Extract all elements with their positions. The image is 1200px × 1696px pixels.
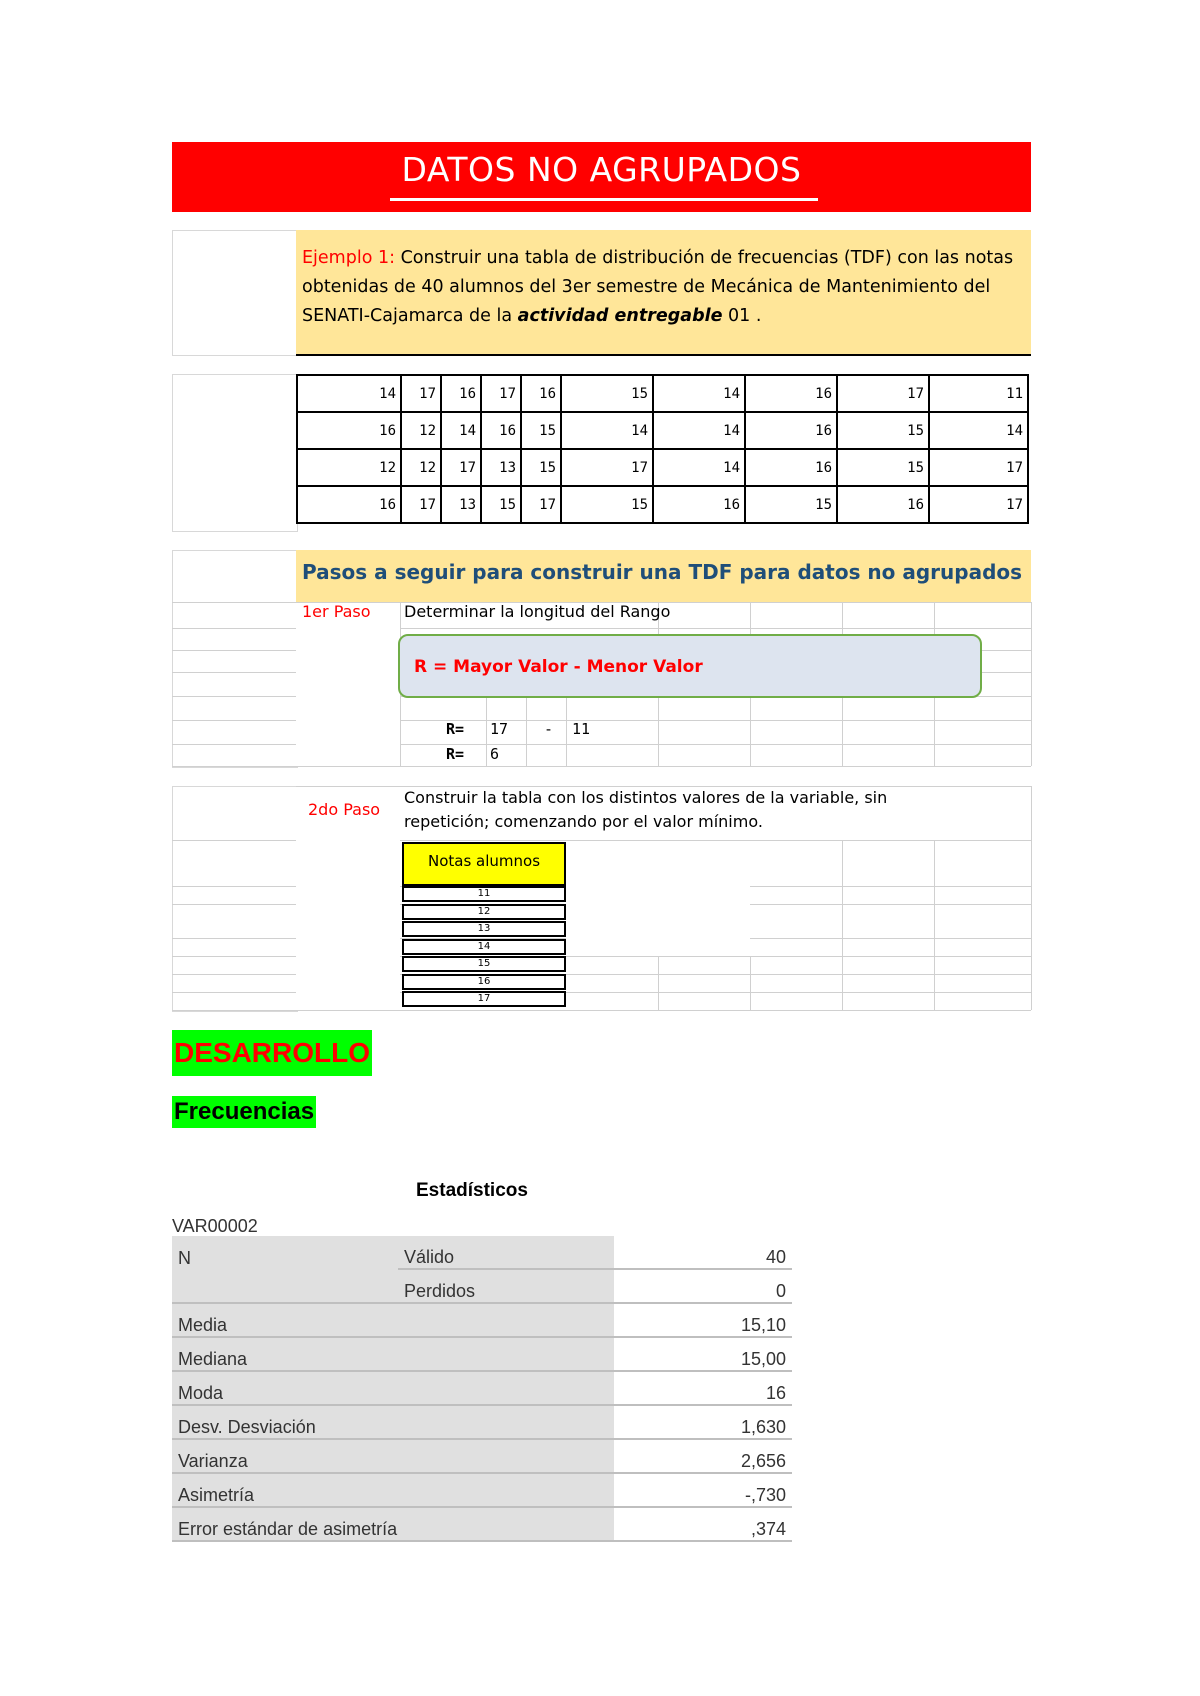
grade-cell: 15 [521,412,561,449]
grade-cell: 16 [837,486,929,523]
grade-cell: 16 [481,412,521,449]
stats-row [172,1337,792,1371]
stats-label: Varianza [172,1439,614,1473]
grade-cell: 12 [297,449,401,486]
example-label: Ejemplo 1: [302,248,396,268]
grid-line [934,840,935,1010]
example-tail: 01 . [722,306,762,326]
grade-cell: 14 [653,449,745,486]
example-emphasis: actividad entregable [517,306,723,326]
grade-cell: 17 [837,375,929,412]
grade-cell: 15 [837,412,929,449]
stats-variable: VAR00002 [172,1216,258,1236]
grade-cell: 11 [929,375,1028,412]
stats-label: Moda [172,1371,614,1405]
grade-cell: 15 [561,375,653,412]
grades-row [297,486,1028,523]
grade-cell: 16 [441,375,481,412]
stats-value: 15,10 [614,1303,792,1337]
stats-label: Error estándar de asimetría [172,1507,614,1541]
step2-label: 2do Paso [308,800,381,819]
grade-cell: 17 [481,375,521,412]
stats-sublabel: Válido [398,1236,614,1269]
grade-cell: 17 [401,486,441,523]
section-heading-frecuencias: Frecuencias [172,1096,316,1128]
grade-cell: 17 [401,375,441,412]
grade-cell: 14 [929,412,1028,449]
grades-row [297,449,1028,486]
grade-cell: 13 [441,486,481,523]
grade-cell: 17 [929,449,1028,486]
stats-label [172,1269,398,1303]
grade-cell: 16 [745,412,837,449]
range-min: 11 [572,720,591,738]
notes-value: 12 [402,904,566,920]
grades-row [297,412,1028,449]
range-result: 6 [490,745,500,763]
step2-label-cell [296,787,400,1010]
step1-label: 1er Paso [302,602,371,621]
notes-header-label: Notas alumnos [427,852,541,870]
stats-value: 2,656 [614,1439,792,1473]
grade-cell: 14 [441,412,481,449]
steps-left-cell [172,550,298,768]
grid-line [1031,786,1032,1010]
stats-label: Media [172,1303,614,1337]
grade-cell: 13 [481,449,521,486]
grade-cell: 14 [653,375,745,412]
steps-title: Pasos a seguir para construir una TDF para datos no agrupados [302,560,1023,584]
data-left-cell [172,374,298,532]
grades-row [297,375,1028,412]
step2-left-cell [172,786,298,1012]
stats-row [172,1507,792,1541]
stats-label: Desv. Desviación [172,1405,614,1439]
stats-sublabel: Perdidos [398,1269,614,1303]
grade-cell: 14 [561,412,653,449]
grade-cell: 15 [481,486,521,523]
notes-value: 15 [402,956,566,972]
stats-table [172,1236,792,1542]
grade-cell: 15 [745,486,837,523]
grid-line [842,840,843,1010]
grade-cell: 16 [297,412,401,449]
stats-label: Asimetría [172,1473,614,1507]
grid-line [566,696,567,766]
grid-line [296,786,1031,787]
grid-line [526,696,527,766]
grade-cell: 14 [297,375,401,412]
stats-title: Estadísticos [416,1180,528,1201]
grade-cell: 15 [561,486,653,523]
grade-cell: 15 [521,449,561,486]
grade-cell: 17 [929,486,1028,523]
range-minus: - [544,720,554,738]
grade-cell: 15 [837,449,929,486]
grade-cell: 16 [521,375,561,412]
grade-cell: 16 [297,486,401,523]
grades-table [296,374,1029,524]
grid-line [1031,602,1032,766]
notes-value: 17 [402,991,566,1007]
page-title: DATOS NO AGRUPADOS [401,150,802,189]
notes-value: 13 [402,921,566,937]
grade-cell: 16 [745,449,837,486]
stats-row [172,1405,792,1439]
step2-text-line1: Construir la tabla con los distintos valores de la variable, sin [404,788,888,807]
grade-cell: 12 [401,449,441,486]
example-text [302,244,1027,331]
grade-cell: 17 [561,449,653,486]
grade-cell: 14 [653,412,745,449]
grid-line [750,956,751,1010]
stats-value: -,730 [614,1473,792,1507]
grade-cell: 12 [401,412,441,449]
stats-row [172,1269,792,1303]
stats-value: ,374 [614,1507,792,1541]
stats-row [172,1371,792,1405]
grade-cell: 16 [653,486,745,523]
stats-value: 1,630 [614,1405,792,1439]
notes-value: 14 [402,939,566,955]
stats-value: 0 [614,1269,792,1303]
stats-row [172,1473,792,1507]
grid-line [172,1010,1031,1011]
stats-row [172,1236,792,1269]
stats-label: N [172,1236,398,1269]
grade-cell: 16 [745,375,837,412]
range-formula: R = Mayor Valor - Menor Valor [414,657,703,677]
example-body: Construir una tabla de distribución de frecuencias (TDF) con las notas obtenidas de 40 alumnos del 3er semestre de Mecánica de Mantenimiento del SENATI-Cajamarca de la [302,248,1014,326]
stats-row [172,1439,792,1473]
range-label-2: R= [446,745,465,763]
step-label-cell [296,603,400,766]
notes-value: 11 [402,886,566,902]
step2-text-line2: repetición; comenzando por el valor mínimo. [404,812,763,831]
title-underline [390,198,818,201]
grade-cell: 17 [521,486,561,523]
notes-value: 16 [402,974,566,990]
grid-line [172,766,1031,767]
grid-line [658,956,659,1010]
stats-row [172,1303,792,1337]
stats-label: Mediana [172,1337,614,1371]
section-heading-desarrollo: DESARROLLO [172,1030,372,1076]
stats-value: 15,00 [614,1337,792,1371]
grid-line [486,696,487,766]
stats-value: 40 [614,1236,792,1269]
step1-text: Determinar la longitud del Rango [404,602,671,621]
range-max: 17 [490,720,509,738]
example-left-cell [172,230,298,356]
range-label: R= [446,720,465,738]
blank-area [566,841,750,955]
stats-value: 16 [614,1371,792,1405]
grade-cell: 17 [441,449,481,486]
